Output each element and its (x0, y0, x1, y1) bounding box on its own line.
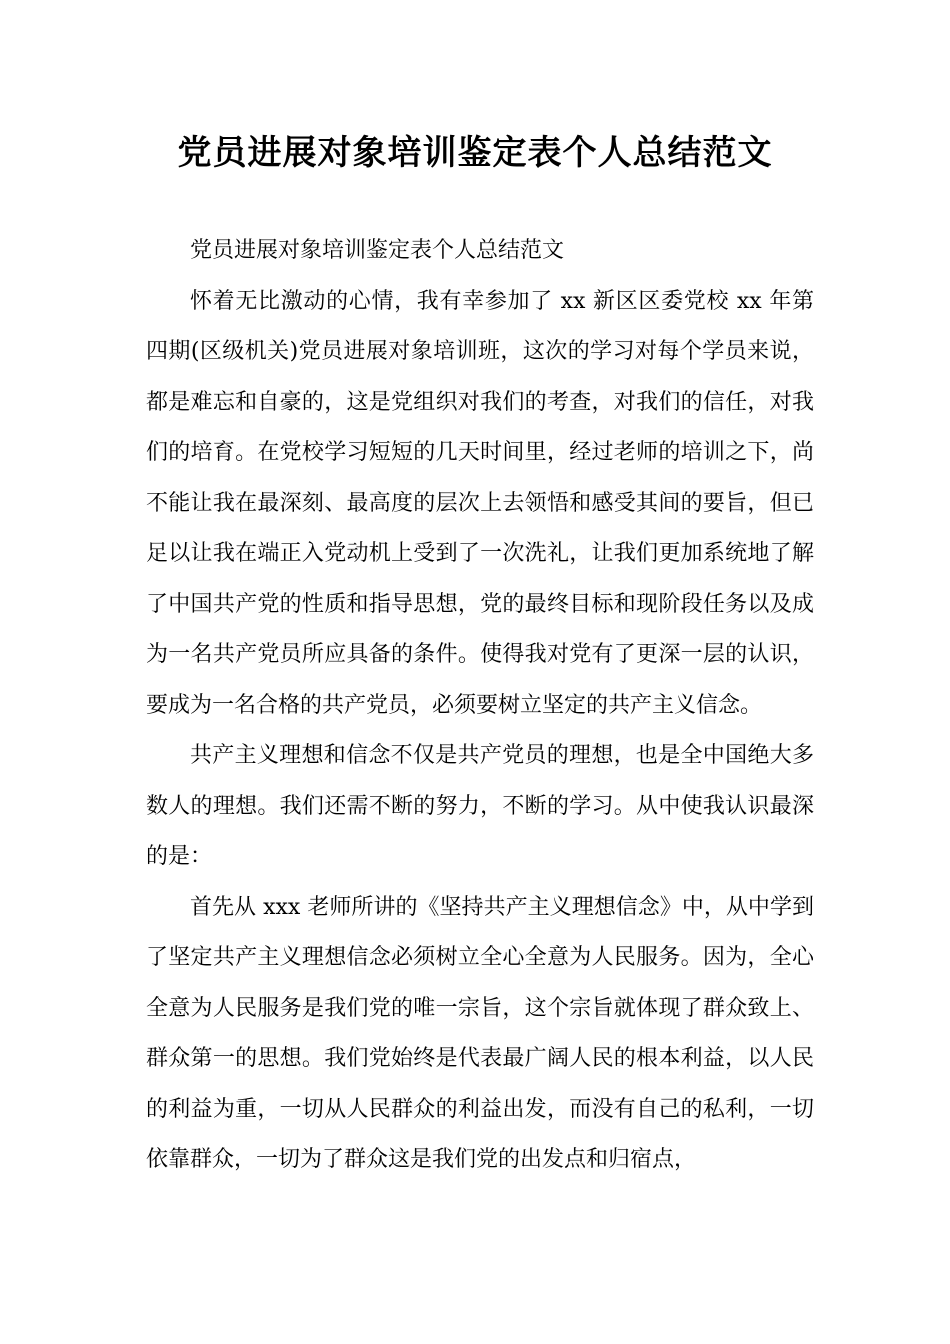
paragraph-subtitle: 党员进展对象培训鉴定表个人总结范文 (190, 238, 565, 263)
document-body (146, 226, 814, 1186)
paragraph: 怀着无比激动的心情，我有幸参加了 xx 新区区委党校 xx 年第四期(区级机关)党员进展对象培训班，这次的学习对每个学员来说，都是难忘和自豪的，这是党组织对我们的考查，对我们的信任，对我们的培育。在党校学习短短的几天时间里，经过老师的培训之下，尚不能让我在最深刻、最高度的层次上去领悟和感受其间的要旨，但已足以让我在端正入党动机上受到了一次洗礼，让我们更加系统地了解了中国共产党的性质和指导思想，党的最终目标和现阶段任务以及成为一名共产党员所应具备的条件。使得我对党有了更深一层的认识，要成为一名合格的共产党员，必须要树立坚定的共产主义信念。 (146, 288, 814, 718)
paragraph: 共产主义理想和信念不仅是共产党员的理想，也是全中国绝大多数人的理想。我们还需不断的努力，不断的学习。从中使我认识最深的是： (146, 743, 814, 869)
paragraph: 首先从 xxx 老师所讲的《坚持共产主义理想信念》中，从中学到了坚定共产主义理想信念必须树立全心全意为人民服务。因为，全心全意为人民服务是我们党的唯一宗旨，这个宗旨就体现了群众致上、群众第一的思想。我们党始终是代表最广阔人民的根本利益，以人民的利益为重，一切从人民群众的利益出发，而没有自己的私利，一切依靠群众，一切为了群众这是我们党的出发点和归宿点， (146, 894, 814, 1172)
document-title: 党员进展对象培训鉴定表个人总结范文 (177, 133, 773, 173)
